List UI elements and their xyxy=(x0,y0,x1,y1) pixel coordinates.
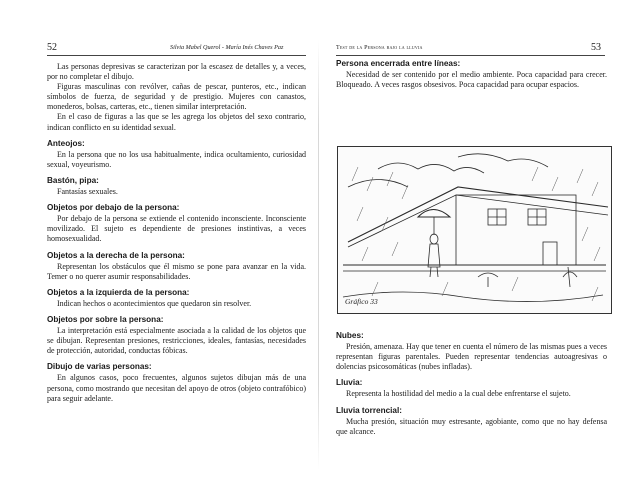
right-bottom-column xyxy=(336,331,607,437)
intro-block xyxy=(47,62,306,133)
section-heading-nubes: Nubes: xyxy=(336,331,364,340)
intro-paragraph-1: Las personas depresivas se caracterizan por la escasez de detalles y, a veces, por no completar el dibujo. xyxy=(47,62,306,82)
section-heading-anteojos: Anteojos: xyxy=(47,138,85,148)
intro-paragraph-3: En el caso de figuras a las que se les agrega los objetos del sexo contrario, indican conflicto en su identidad sexual. xyxy=(47,112,306,132)
section-text-izquierda: Indican hechos o acontecimientos que quedaron sin resolver. xyxy=(57,298,252,308)
page-number-left: 52 xyxy=(47,42,57,53)
section-text-lluvia-torrencial: Mucha presión, situación muy estresante, agobiante, como que no hay defensa que alcance. xyxy=(336,416,607,436)
figure-drawing xyxy=(337,146,612,314)
section-heading-sobre: Objetos por sobre la persona: xyxy=(47,314,164,324)
left-column xyxy=(47,62,306,404)
section-heading-lluvia-torrencial: Lluvia torrencial: xyxy=(336,405,402,415)
section-text-debajo: Por debajo de la persona se extiende el contenido inconsciente. Inconsciente movilizado. El sujeto es dependiente de presiones instintivas, a veces homosexualidad. xyxy=(47,214,306,244)
section-text-baston: Fantasías sexuales. xyxy=(57,187,118,197)
section-text-derecha: Representan los obstáculos que él mismo se pone para avanzar en la vida. Temer o no querer asumir responsabilidades. xyxy=(47,261,306,281)
section-heading-lluvia: Lluvia: xyxy=(336,378,363,388)
section-text-nubes: Presión, amenaza. Hay que tener en cuenta el número de las mismas pues a veces representan figuras parentales. Pueden representar tendencias autoagresivas o dolencias psicosomáticas (nubes infladas). xyxy=(336,342,607,372)
section-heading-derecha: Objetos a la derecha de la persona: xyxy=(47,250,185,260)
header-rule-left xyxy=(47,55,306,56)
figure-caption: Gráfico 33 xyxy=(345,297,378,306)
section-heading-varias: Dibujo de varias personas: xyxy=(47,362,152,372)
section-text-encerrada: Necesidad de ser contenido por el medio ambiente. Poca capacidad para crecer. Bloqueado. A veces rasgos obsesivos. Poca capacidad para ocupar espacios. xyxy=(336,70,607,90)
section-heading-encerrada: Persona encerrada entre líneas: xyxy=(336,59,461,68)
section-heading-debajo: Objetos por debajo de la persona: xyxy=(47,203,180,213)
header-rule-right xyxy=(336,55,605,56)
section-heading-izquierda: Objetos a la izquierda de la persona: xyxy=(47,287,190,297)
section-text-varias: En algunos casos, poco frecuentes, algunos sujetos dibujan más de una persona, como mostrando que necesitan del apoyo de otros (objeto contrafóbico) para seguir adelante. xyxy=(47,373,306,403)
running-head-left: Silvia Mabel Querol - María Inés Chaves Paz xyxy=(170,44,284,51)
rain-drawing-illustration xyxy=(338,147,611,313)
section-text-lluvia: Representa la hostilidad del medio a la cual debe enfrentarse el sujeto. xyxy=(346,389,571,399)
section-text-sobre: La interpretación está especialmente asociada a la calidad de los objetos que se dibujan. Representan presiones, restricciones, ideales, fantasías, necesidades de protección, autoridad, conductas fóbicas. xyxy=(47,326,306,356)
section-text-anteojos: En la persona que no los usa habitualmente, indica ocultamiento, curiosidad sexual, voyeurismo. xyxy=(47,149,306,169)
running-head-right: Test de la Persona bajo la lluvia xyxy=(336,45,423,51)
right-top-column xyxy=(336,59,607,90)
section-heading-baston: Bastón, pipa: xyxy=(47,175,99,185)
intro-paragraph-2: Figuras masculinas con revólver, cañas de pescar, punteros, etc., indican símbolos de fuerza, de seguridad y de prestigio. Mujeres con canastos, monederos, bolsas, carteras, etc., tienen similar interpretación. xyxy=(47,82,306,112)
page-number-right: 53 xyxy=(591,42,601,53)
